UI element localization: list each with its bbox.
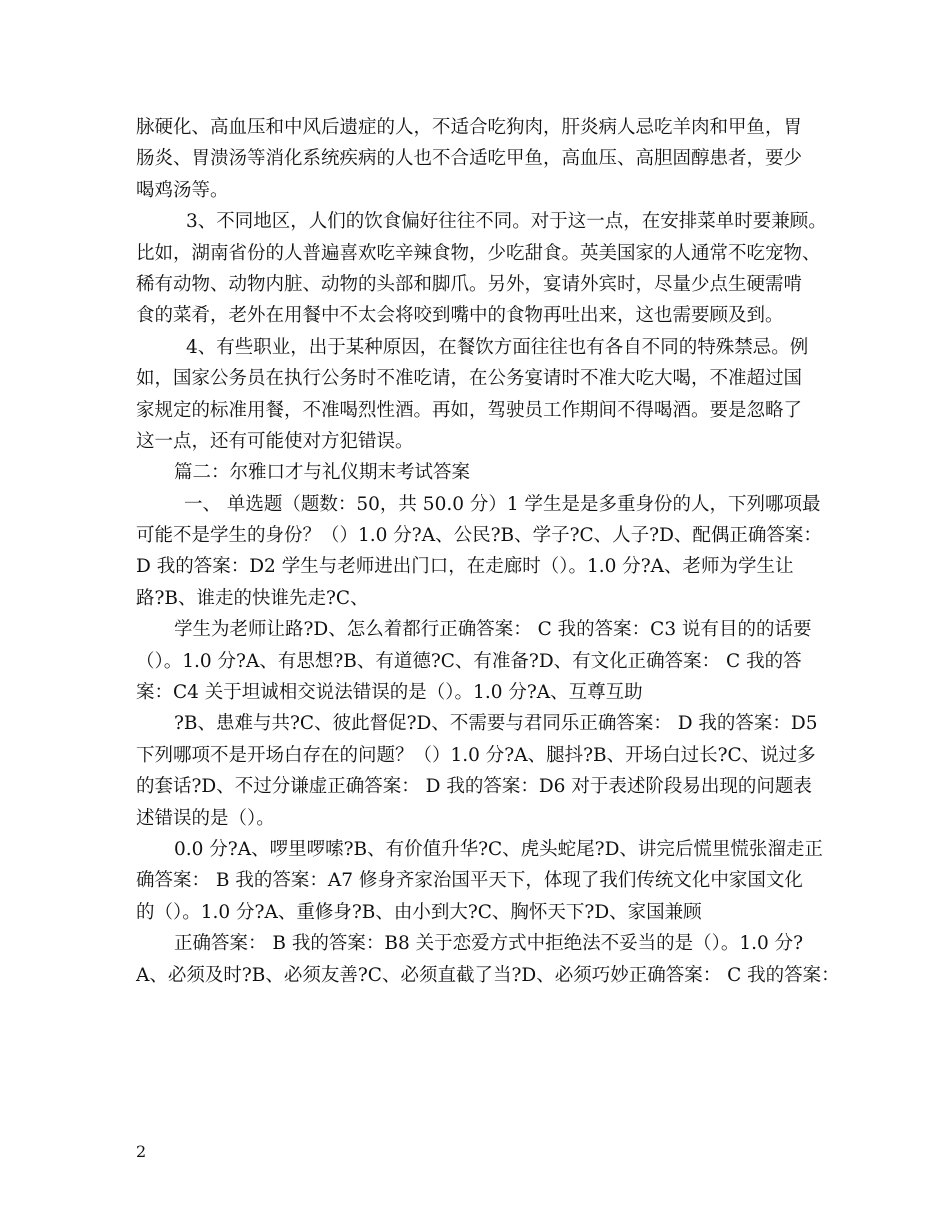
text-line: （）。1.0 分?A、有思想?B、有道德?C、有准备?D、有文化正确答案： C 我的答 [136, 650, 802, 672]
section-heading: 篇二：尔雅口才与礼仪期末考试答案 [174, 462, 471, 484]
text-line: 的套话?D、不过分谦虚正确答案： D 我的答案：D6 对于表述阶段易出现的问题表 [136, 776, 812, 798]
text-line: A、必须及时?B、必须友善?C、必须直截了当?D、必须巧妙正确答案： C 我的答案： [136, 964, 840, 986]
text-line: 可能不是学生的身份？（）1.0 分?A、公民?B、学子?C、人子?D、配偶正确答案： [136, 525, 822, 547]
text-line: 下列哪项不是开场白存在的问题？（）1.0 分?A、腿抖?B、开场白过长?C、说过多 [136, 744, 816, 766]
text-line: 稀有动物、动物内脏、动物的头部和脚爪。另外，宴请外宾时，尽量少点生硬需啃 [136, 273, 803, 295]
text-line: 这一点，还有可能使对方犯错误。 [136, 430, 414, 452]
text-line: 确答案： B 我的答案：A7 修身齐家治国平天下，体现了我们传统文化中家国文化 [136, 870, 803, 892]
text-line: 家规定的标准用餐，不准喝烈性酒。再如，驾驶员工作期间不得喝酒。要是忽略了 [136, 399, 803, 421]
text-line: ?B、患难与共?C、彼此督促?D、不需要与君同乐正确答案： D 我的答案：D5 [174, 713, 818, 735]
body-text [136, 112, 840, 991]
text-line: 0.0 分?A、啰里啰嗦?B、有价值升华?C、虎头蛇尾?D、讲完后慌里慌张溜走正 [174, 838, 823, 860]
text-line: 4、有些职业，出于某种原因，在餐饮方面往往也有各自不同的特殊禁忌。例 [186, 336, 809, 358]
text-line: 脉硬化、高血压和中风后遗症的人，不适合吃狗肉，肝炎病人忌吃羊肉和甲鱼，胃 [136, 117, 803, 138]
text-line: 的（）。1.0 分?A、重修身?B、由小到大?C、胸怀天下?D、家国兼顾 [136, 901, 702, 923]
text-line: 食的菜肴，老外在用餐中不太会将咬到嘴中的食物再吐出来，这也需要顾及到。 [136, 305, 784, 327]
text-line: 如，国家公务员在执行公务时不准吃请，在公务宴请时不准大吃大喝，不准超过国 [136, 368, 803, 390]
text-line: 一、 单选题（题数：50，共 50.0 分）1 学生是是多重身份的人，下列哪项最 [184, 493, 821, 515]
text-line: 比如，湖南省份的人普遍喜欢吃辛辣食物，少吃甜食。英美国家的人通常不吃宠物、 [136, 242, 821, 264]
text-line: 肠炎、胃溃汤等消化系统疾病的人也不合适吃甲鱼，高血压、高胆固醇患者，要少 [136, 148, 803, 170]
text-line: 案：C4 关于坦诚相交说法错误的是（）。1.0 分?A、互尊互助 [136, 682, 643, 704]
page-number: 2 [136, 1142, 147, 1161]
text-line: 述错误的是（）。 [136, 807, 275, 829]
text-line: 路?B、谁走的快谁先走?C、 [136, 587, 369, 609]
text-line: 正确答案： B 我的答案：B8 关于恋爱方式中拒绝法不妥当的是（）。1.0 分? [174, 933, 804, 955]
text-line: 3、不同地区，人们的饮食偏好往往不同。对于这一点，在安排菜单时要兼顾。 [186, 211, 827, 233]
text-line: 喝鸡汤等。 [136, 179, 229, 201]
text-line: 学生为老师让路?D、怎么着都行正确答案： C 我的答案：C3 说有目的的话要 [174, 619, 812, 641]
text-line: D 我的答案：D2 学生与老师进出门口，在走廊时（）。1.0 分?A、老师为学生让 [136, 556, 794, 578]
